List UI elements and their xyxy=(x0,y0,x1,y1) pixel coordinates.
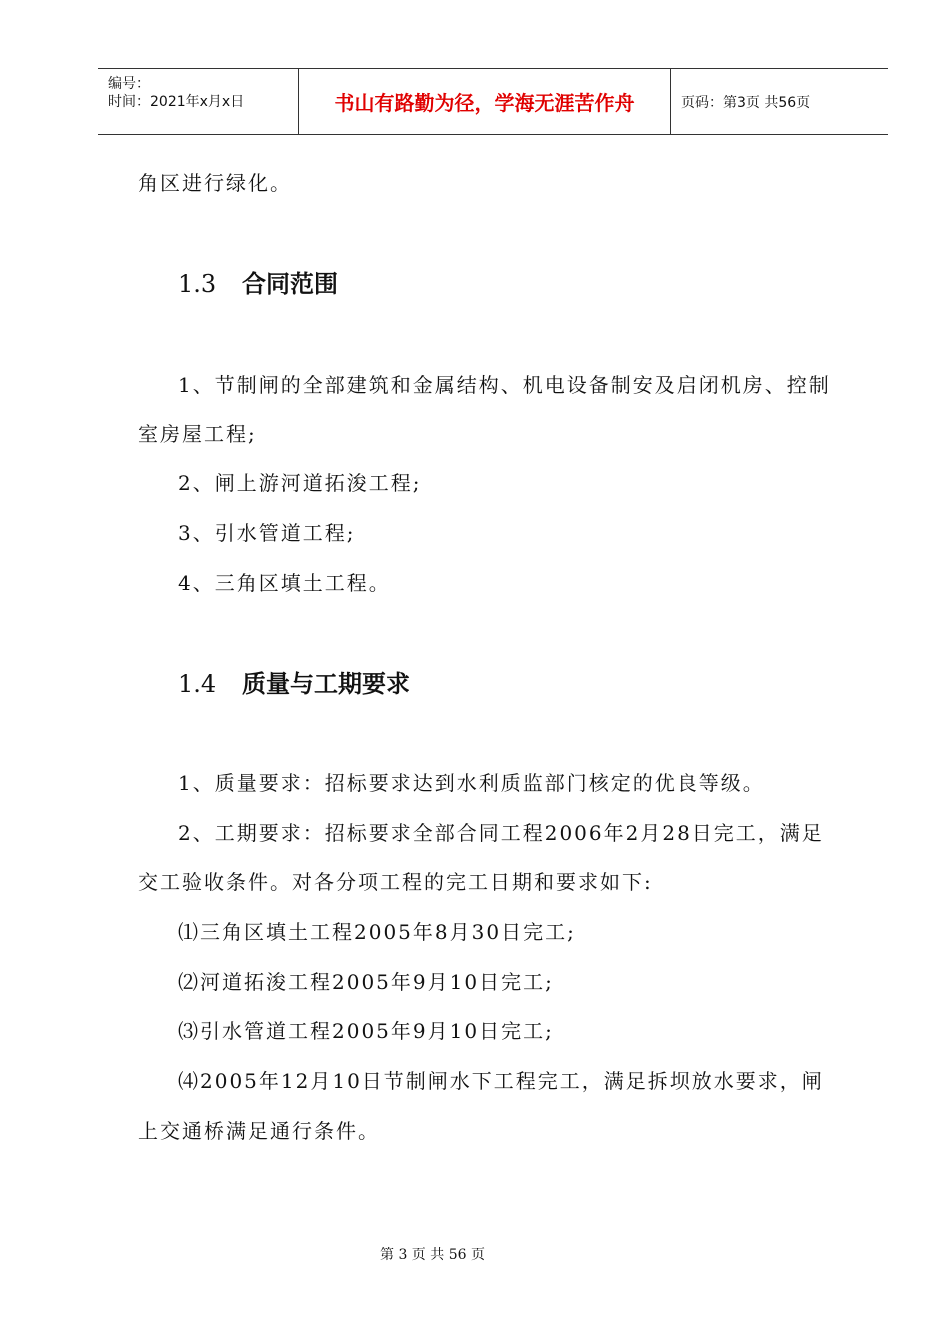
section-heading-1-3 xyxy=(178,270,338,298)
paragraph-line: 上交通桥满足通行条件。 xyxy=(138,1119,380,1143)
paragraph-line: ⑷2005年12月10日节制闸水下工程完工，满足拆坝放水要求，闸 xyxy=(178,1069,824,1093)
page-footer xyxy=(0,1246,950,1264)
paragraph-line: 交工验收条件。对各分项工程的完工日期和要求如下: xyxy=(138,870,653,894)
page-header xyxy=(98,68,888,135)
header-page-info: 页码：第3页 共56页 xyxy=(681,95,811,111)
paragraph-line: 2、工期要求：招标要求全部合同工程2006年2月28日完工，满足 xyxy=(178,821,824,845)
paragraph-line: ⑶引水管道工程2005年9月10日完工; xyxy=(178,1019,554,1043)
paragraph-line: ⑴三角区填土工程2005年8月30日完工; xyxy=(178,920,576,944)
section-heading-1-4 xyxy=(178,670,410,698)
header-right-cell xyxy=(671,69,888,134)
paragraph-line: ⑵河道拓浚工程2005年9月10日完工; xyxy=(178,970,554,994)
header-left-cell xyxy=(98,69,299,134)
serial-label: 编号： xyxy=(108,76,150,92)
paragraph-line: 4、三角区填土工程。 xyxy=(178,571,391,595)
header-motto-cell xyxy=(299,69,671,134)
paragraph-line: 1、节制闸的全部建筑和金属结构、机电设备制安及启闭机房、控制 xyxy=(178,373,831,397)
section-number: 1.4 xyxy=(178,670,217,698)
paragraph-line: 3、引水管道工程; xyxy=(178,521,356,545)
footer-page-number: 第 3 页 共 56 页 xyxy=(380,1247,485,1263)
time-label: 时间：2021年x月x日 xyxy=(108,94,245,110)
paragraph-line: 1、质量要求：招标要求达到水利质监部门核定的优良等级。 xyxy=(178,771,765,795)
section-title: 合同范围 xyxy=(242,269,338,298)
intro-line: 角区进行绿化。 xyxy=(138,171,292,195)
section-title: 质量与工期要求 xyxy=(242,669,410,698)
header-motto: 书山有路勤为径，学海无涯苦作舟 xyxy=(334,91,635,115)
paragraph-line: 2、闸上游河道拓浚工程; xyxy=(178,471,422,495)
paragraph-line: 室房屋工程; xyxy=(138,422,257,446)
section-number: 1.3 xyxy=(178,270,217,298)
